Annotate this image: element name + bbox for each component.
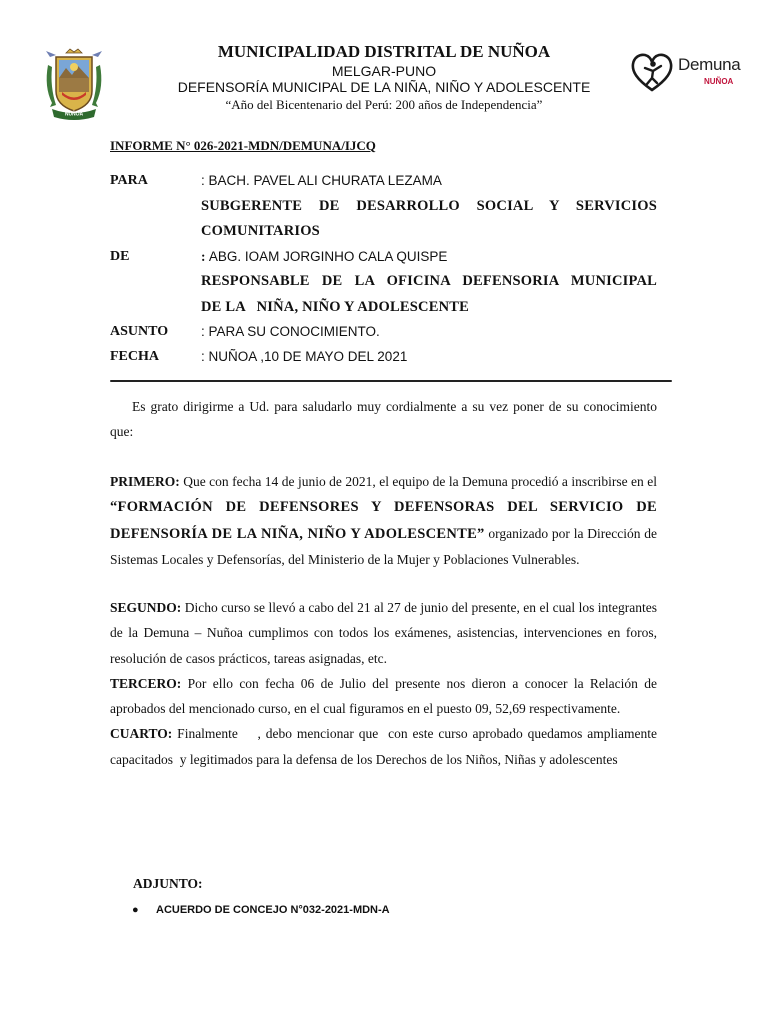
municipality-title: MUNICIPALIDAD DISTRITAL DE NUÑOA xyxy=(217,42,551,61)
primero-text-1: Que con fecha 14 de junio de 2021, el equipo de la Demuna procedió a inscribirse en el xyxy=(179,474,657,489)
demuna-wordmark: Demuna xyxy=(678,55,741,74)
cuarto-label: CUARTO: xyxy=(110,726,173,742)
tercero-text: Por ello con fecha 06 de Julio del presente nos dieron a conocer la Relación de aprobados del mencionado curso, en el cual figuramos en el puesto 09, 52,69 respectivamente. xyxy=(110,675,657,717)
intro-paragraph: Es grato dirigirme a Ud. para saludarlo muy cordialmente a su vez poner de su conocimiento que: xyxy=(110,399,657,440)
de-role-line1: RESPONSABLE DE LA OFICINA DEFENSORIA MUNICIPAL xyxy=(201,273,657,289)
primero-paragraph xyxy=(110,469,657,572)
header-divider xyxy=(110,380,672,382)
asunto-label: ASUNTO xyxy=(110,324,169,339)
attachments-heading: ADJUNTO: xyxy=(133,876,203,891)
de-label: DE xyxy=(110,249,130,264)
segundo-label: SEGUNDO: xyxy=(110,600,182,615)
municipal-crest-logo xyxy=(44,47,104,121)
segundo-paragraph xyxy=(110,595,657,671)
demuna-logo xyxy=(630,52,760,96)
segundo-text: Dicho curso se llevó a cabo del 21 al 27 de junio del presente, en el cual los integrantes de la Demuna – Nuñoa cumplimos con todos los exámenes, asistencias, intervenciones en foros, resolución de casos prácticos, tareas asignadas, etc. xyxy=(110,600,657,666)
demuna-heart-icon xyxy=(630,52,674,94)
attachment-item: ACUERDO DE CONCEJO N°032-2021-MDN-A xyxy=(156,904,390,916)
report-number: INFORME N° 026-2021-MDN/DEMUNA/IJCQ xyxy=(110,138,376,153)
para-role-line1: SUBGERENTE DE DESARROLLO SOCIAL Y SERVICIOS xyxy=(201,198,657,214)
tercero-label: TERCERO: xyxy=(110,675,182,691)
fecha-label: FECHA xyxy=(110,349,159,364)
de-value-row xyxy=(201,249,447,265)
fecha-value: : NUÑOA ,10 DE MAYO DEL 2021 xyxy=(201,349,408,364)
primero-text-2: organizado por la Dirección de Sistemas Locales y Defensorías, del Ministerio de la Mujer y Poblaciones Vulnerables. xyxy=(110,525,657,567)
crest-banner-text: NUÑOA xyxy=(64,111,84,118)
primero-label: PRIMERO: xyxy=(110,474,180,489)
tercero-paragraph xyxy=(110,671,657,722)
office-subtitle: DEFENSORÍA MUNICIPAL DE LA NIÑA, NIÑO Y ADOLESCENTE xyxy=(177,79,591,95)
para-value: : BACH. PAVEL ALI CHURATA LEZAMA xyxy=(201,173,442,188)
de-value: ABG. IOAM JORGINHO CALA QUISPE xyxy=(208,249,448,264)
attachment-bullet-icon: ● xyxy=(132,904,139,916)
asunto-value: : PARA SU CONOCIMIENTO. xyxy=(201,324,380,339)
de-colon: : xyxy=(201,249,209,264)
sections-block xyxy=(110,595,661,772)
course-name: “FORMACIÓN DE DEFENSORES Y DEFENSORAS DEL SERVICIO DE DEFENSORÍA DE LA NIÑA, NIÑO Y ADOLESCENTE” xyxy=(110,499,657,542)
de-role-line2: DE LA NIÑA, NIÑO Y ADOLESCENTE xyxy=(201,299,469,315)
cuarto-paragraph xyxy=(110,721,661,772)
cuarto-text: Finalmente , debo mencionar que con este curso aprobado quedamos ampliamente capacitados y legitimados para la defensa de los Derechos de los Niños, Niñas y adolescentes xyxy=(110,726,661,767)
para-label: PARA xyxy=(110,173,148,188)
demuna-wordmark-sub: NUÑOA xyxy=(704,77,734,86)
location-subtitle: MELGAR-PUNO xyxy=(331,63,437,79)
year-motto: “Año del Bicentenario del Perú: 200 años de Independencia” xyxy=(225,97,543,112)
para-role-line2: COMUNITARIOS xyxy=(201,223,320,239)
